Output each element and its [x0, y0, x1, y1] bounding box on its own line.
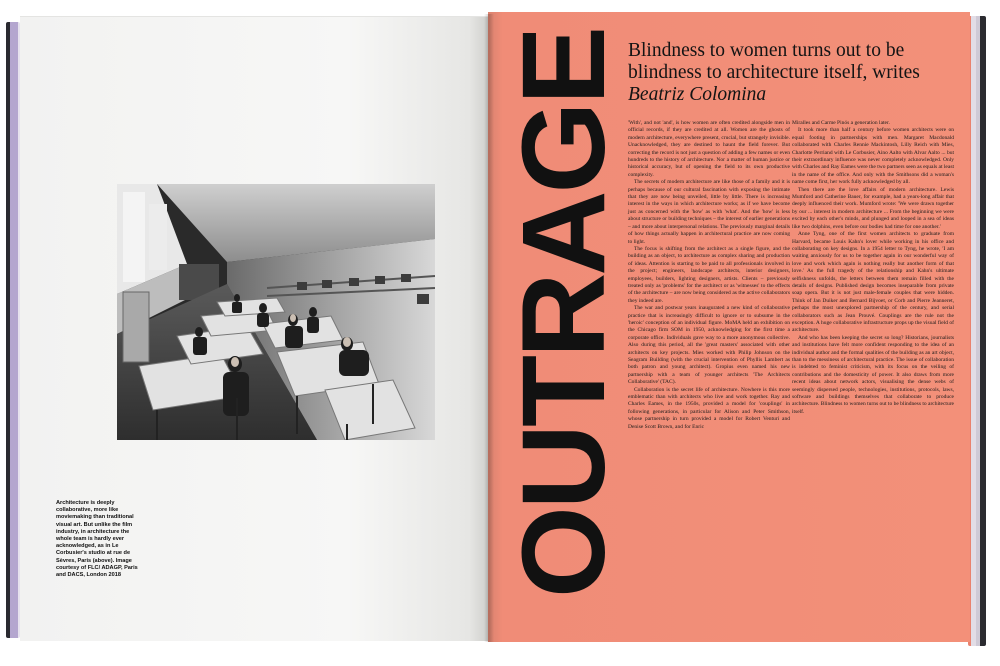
book-gutter: [484, 14, 494, 642]
paragraph: It took more than half a century before women architects were on equal footing in partnerships with men. Margaret Macdonald collaborated with Charles Rennie Mackintosh, Lilly Reich with Mies, Charlotte Perriand with Le Corbusier, Aino Aalto with Alvar Aalto ... but their extraordinary influence was never completely acknowledged. Only with Charles and Ray Eames were the two partners seen as equals at least in the name of the office. And only with the Smithsons did a woman's name come first, her work fully acknowledged by all.: [792, 127, 954, 186]
drafting-room-photo: [117, 184, 435, 440]
paragraph: 'With', and not 'and', is how women are often credited alongside men in official records, if they are credited at all. Women are the ghosts of modern architecture, everywhere present, crucial, but strangely invisible. Unacknowledged, they are destined to haunt the field forever. But correcting the record is not just a question of adding a few names or even hundreds to the history of architecture. Nor a matter of human justice or historical accuracy, but of opening the field to its own productive complexity.: [628, 120, 790, 178]
article-title: OUTRAGE: [498, 29, 630, 598]
headline-text: Blindness to women turns out to be blindness to architecture itself,: [628, 40, 905, 83]
paragraph: Anne Tyng, one of the first women architects to graduate from Harvard, became Louis Kahn's lover while working in his office and collaborating on key designs. In a 1954 letter to Tyng, he wrote, 'I am waiting anxiously for us to be together again in our wonderful way of love and work which again is nothing really but another form of that love.' As the full tragedy of the relationship and Kahn's ultimate selfishness unfolds, the letters between them remain filled with the details of designs. Published design becomes inseparable from private soap opera. But it is not just male-female couples that were hidden. Think of Jan Duiker and Bernard Bijvoet, or Corb and Pierre Jeanneret, perhaps the most unexplored partnership of the century, and serial collaborators such as Jean Prouvé. Couplings are the rule not the exception. A huge collaborative infrastructure props up the visual field of architecture.: [792, 231, 954, 334]
article-column-2: [792, 120, 954, 416]
paragraph: The war and postwar years inaugurated a new kind of collaborative practice that is increasingly difficult to ignore or to subsume in the 'heroic' conception of an individual figure. MoMA held an exhibition on the Chicago firm SOM in 1950, acknowledging for the first time a corporate office. Individuals gave way to a more anonymous collective. Also during this period, all the 'great masters' associated with other architects on key projects. Mies worked with Philip Johnson on the Seagram Building (with the crucial intervention of Phyllis Lambert as both patron and young architect). Gropius even named his new partnership with a team of younger architects 'The Architects Collaborative' (TAC).: [628, 305, 790, 386]
paragraph: Collaboration is the secret life of architecture. Nowhere is this more emblematic than with architects who live and work together. Ray and Charles Eames, in the 1950s, provided a model for 'couplings' in following generations, in particular for Alison and Peter Smithson, whose partnership in turn provided a model for Robert Venturi and Denise Scott Brown, and for Enric: [628, 386, 790, 430]
drafting-room-photo-icon: [117, 184, 435, 440]
byline-author: Beatriz Colomina: [628, 84, 767, 105]
paragraph: The secrets of modern architecture are like those of a family and it is perhaps because of our cultural fascination with exposing the intimate that they are now being unveiled, little by little. There is increasing interest in the ways in which architecture works; as if we have become just as concerned with the 'how' as with 'what'. And the 'how' is less about structure or building techniques – the interest of earlier generations – and more about interpersonal relations. The previously marginal details of how things actually happen in architectural practice are now coming to light.: [628, 179, 790, 245]
paragraph: The focus is shifting from the architect as a single figure, and the building as an object, to architecture as complex sharing and production of ideas. Attention is starting to be paid to all professionals involved in the project; engineers, landscape architects, interior designers, employees, builders, lighting designers, artists. Clients – previously treated only as 'problems' for the architect or as 'witnesses' to the effects of the architecture – are now being considered as the active collaborators they indeed are.: [628, 245, 790, 304]
paragraph: Then there are the love affairs of modern architecture. Lewis Mumford and Catherine Bauer, for example, had a years-long affair that deeply influenced their work. Mumford wrote: 'We were drawn together by our ... interest in modern architecture ... From the beginning we were excited by each other's minds, and plunged and looped in a sea of ideas like two dolphins, even before our bodies had time for one another.': [792, 186, 954, 230]
byline-prefix: writes: [872, 62, 920, 83]
book-left-edge: [6, 22, 20, 638]
paragraph: Miralles and Carme Pinós a generation later.: [792, 120, 890, 126]
paragraph: And who has been keeping the secret so long? Historians, journalists and institutions have felt more confident responding to the idea of an individual author and the formal qualities of the building as an art object, than to the messiness of architectural practice. The issue of collaboration is indebted to feminist criticism, with its focus on the veiling of contributions and the domesticity of power. It also draws from more recent ideas about network actors, visualising the dense webs of seemingly dispersed people, technologies, institutions, protocols, laws, software and buildings themselves that collaborate to produce architecture. Blindness to women turns out to be blindness to architecture itself.: [792, 334, 954, 415]
book-right-edge: [968, 16, 986, 646]
photo-caption: Architecture is deeply collaborative, more like moviemaking than traditional visual art. But unlike the film industry, in architecture the whole team is hardly ever acknowledged, as in Le Corbusier's studio at rue de Sèvres, Paris (above). Image courtesy of FLC/ ADAGP, Paris and DACS, London 2018: [56, 500, 138, 579]
article-column-1: [628, 120, 790, 431]
article-headline: [628, 40, 958, 106]
